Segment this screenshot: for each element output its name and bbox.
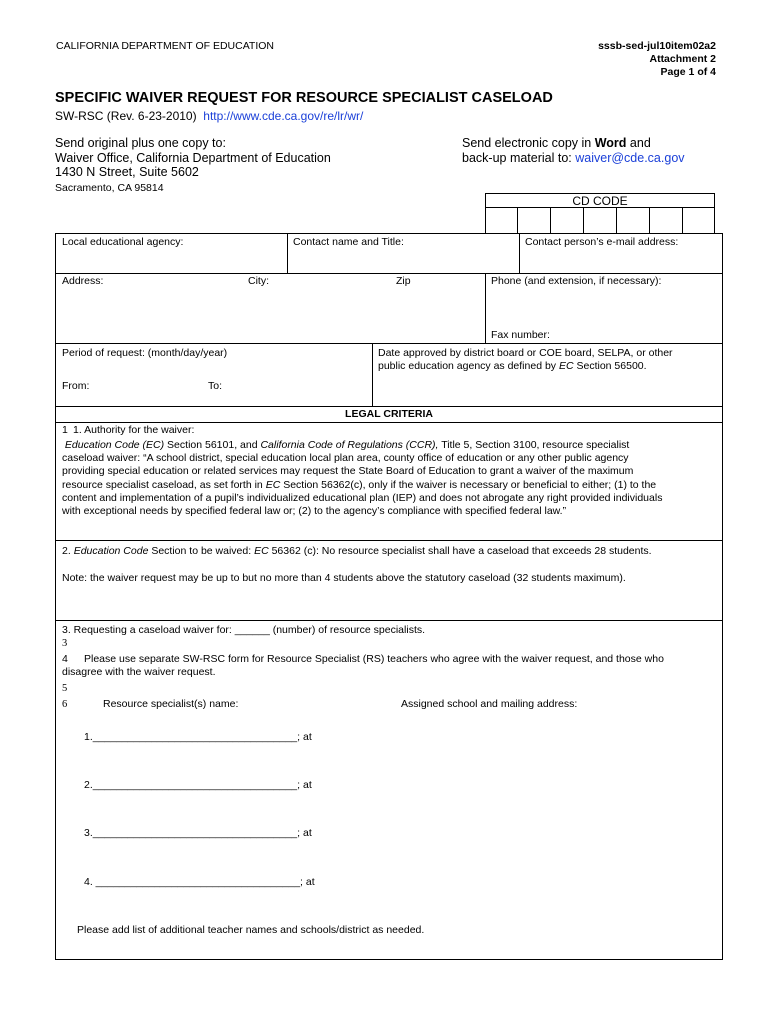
- row1-divider: [287, 233, 288, 273]
- cd-code-digit-divider: [517, 207, 518, 234]
- backup-prefix: back-up material to:: [462, 150, 576, 165]
- city-field[interactable]: City:: [248, 275, 269, 287]
- cd-code-digit-divider: [682, 207, 683, 234]
- backup-email-link[interactable]: waiver@cde.ca.gov: [575, 150, 685, 165]
- item2-note: Note: the waiver request may be up to but no more than 4 students above the statutory caseload (32 students maximum).: [62, 572, 626, 584]
- row-divider: [55, 540, 723, 541]
- form-code-line: [55, 109, 363, 123]
- to-field[interactable]: To:: [208, 380, 223, 392]
- form-url-link[interactable]: http://www.cde.ca.gov/re/lr/wr/: [203, 109, 364, 123]
- item4-line2: disagree with the waiver request.: [62, 666, 216, 678]
- page-number: Page 1 of 4: [660, 66, 716, 78]
- item3-text[interactable]: 3. Requesting a caseload waiver for: ______ (number) of resource specialists.: [62, 624, 426, 636]
- footer-note: Please add list of additional teacher names and schools/district as needed.: [77, 924, 425, 936]
- item2-text: [62, 545, 652, 558]
- item1-line4c: Section 56362(c), only if the waiver is necessary or beneficial to either; (1) to the: [280, 478, 657, 491]
- send-original-line4: Sacramento, CA 95814: [55, 181, 164, 194]
- cd-code-digit-divider: [550, 207, 551, 234]
- row-divider: [55, 406, 723, 407]
- backup-line: [462, 151, 685, 166]
- address-field[interactable]: Address:: [62, 275, 104, 287]
- send-original-line3: 1430 N Street, Suite 5602: [55, 165, 199, 179]
- item1-ccr: California Code of Regulations (CCR),: [260, 439, 439, 451]
- item1-line3: providing special education or related services may request the State Board of Education to grant a waiver of the maximum: [62, 465, 634, 478]
- item3-number: 3: [62, 638, 68, 649]
- item1-line5: content and implementation of a pupil’s individualized educational plan (IEP) and does not abrogate any right provided individuals: [62, 491, 663, 504]
- item2-text-b: Section to be waived:: [148, 545, 255, 557]
- assigned-school-label: Assigned school and mailing address:: [401, 698, 578, 710]
- cd-code-label: CD CODE: [572, 194, 628, 208]
- page-title: SPECIFIC WAIVER REQUEST FOR RESOURCE SPECIALIST CASELOAD: [55, 90, 553, 106]
- send-original-block: [55, 136, 331, 195]
- phone-field[interactable]: Phone (and extension, if necessary):: [491, 275, 662, 287]
- item1-line4-ec: EC: [265, 478, 281, 491]
- item2-text-c: 56362 (c): No resource specialist shall have a caseload that exceeds 28 students.: [268, 545, 652, 557]
- cd-code-digit-divider: [649, 207, 650, 234]
- electronic-word: Word: [594, 136, 627, 150]
- item1-text-a: Section 56101, and: [164, 439, 261, 451]
- send-electronic-line: [462, 136, 685, 151]
- date-approved-field[interactable]: [378, 347, 673, 373]
- electronic-suffix: and: [626, 136, 651, 150]
- send-original-line1: Send original plus one copy to:: [55, 136, 226, 150]
- rs-name-line-3[interactable]: 3.___________________________________; at: [84, 827, 312, 839]
- fax-field[interactable]: Fax number:: [491, 329, 550, 341]
- rs-name-line-2[interactable]: 2.___________________________________; at: [84, 779, 312, 791]
- contact-email-field[interactable]: Contact person’s e-mail address:: [525, 236, 679, 248]
- rs-name-label: Resource specialist(s) name:: [103, 698, 239, 710]
- row-divider: [55, 422, 723, 423]
- date-approved-line2: [378, 360, 673, 373]
- item4-line1: Please use separate SW-RSC form for Resource Specialist (RS) teachers who agree with the waiver request, and those who: [84, 653, 664, 665]
- date-approved-text: public education agency as defined by: [378, 360, 559, 372]
- item2-num: 2.: [62, 545, 74, 557]
- row2-divider: [485, 273, 486, 343]
- item1-label: 1. Authority for the waiver:: [73, 424, 195, 436]
- row1-divider: [519, 233, 520, 273]
- send-original-line2: Waiver Office, California Department of Education: [55, 150, 331, 165]
- item1-text: [62, 439, 722, 518]
- item1-ec: Education Code (EC): [64, 439, 165, 451]
- date-approved-line1: Date approved by district board or COE board, SELPA, or other: [378, 347, 673, 359]
- form-code: SW-RSC (Rev. 6-23-2010): [55, 109, 197, 123]
- date-approved-ec: EC: [558, 360, 574, 372]
- agency-name: CALIFORNIA DEPARTMENT OF EDUCATION: [56, 40, 274, 52]
- item2-ec2: EC: [254, 545, 269, 557]
- rs-name-line-4[interactable]: 4. ___________________________________; at: [84, 876, 315, 888]
- cd-code-digit-divider: [583, 207, 584, 234]
- rs-name-line-1[interactable]: 1.___________________________________; at: [84, 731, 312, 743]
- item5-number: 5: [62, 683, 68, 694]
- lea-field[interactable]: Local educational agency:: [62, 236, 184, 248]
- item1-number: 1: [62, 424, 68, 436]
- item6-number: 6: [62, 699, 68, 710]
- item1-line4a: resource specialist caseload, as set forth in: [62, 478, 266, 491]
- send-electronic-block: [462, 136, 685, 165]
- row-divider: [55, 273, 723, 274]
- doc-id: sssb-sed-jul10item02a2: [598, 40, 716, 52]
- zip-field[interactable]: Zip: [396, 275, 411, 287]
- contact-name-field[interactable]: Contact name and Title:: [293, 236, 404, 248]
- item1-text-b: Title 5, Section 3100, resource specialist: [438, 439, 630, 451]
- item4-number: 4: [62, 653, 68, 665]
- item1-line2: caseload waiver: “A school district, special education local plan area, county office of education or any other public agency: [62, 452, 629, 465]
- date-approved-section: Section 56500.: [573, 360, 647, 372]
- electronic-prefix: Send electronic copy in: [462, 136, 595, 150]
- item2-ec: Education Code: [73, 545, 149, 557]
- period-label: Period of request: (month/day/year): [62, 347, 228, 359]
- cd-code-digit-divider: [616, 207, 617, 234]
- cd-code-divider: [485, 207, 715, 208]
- item1-line6: with exceptional needs by specified federal law or; (2) to the agency’s compliance with specified federal law.”: [62, 505, 567, 518]
- legal-criteria-heading: LEGAL CRITERIA: [345, 408, 433, 420]
- row-divider: [55, 343, 723, 344]
- from-field[interactable]: From:: [62, 380, 90, 392]
- attachment-label: Attachment 2: [649, 53, 716, 65]
- row-divider: [55, 620, 723, 621]
- row3-divider: [372, 343, 373, 406]
